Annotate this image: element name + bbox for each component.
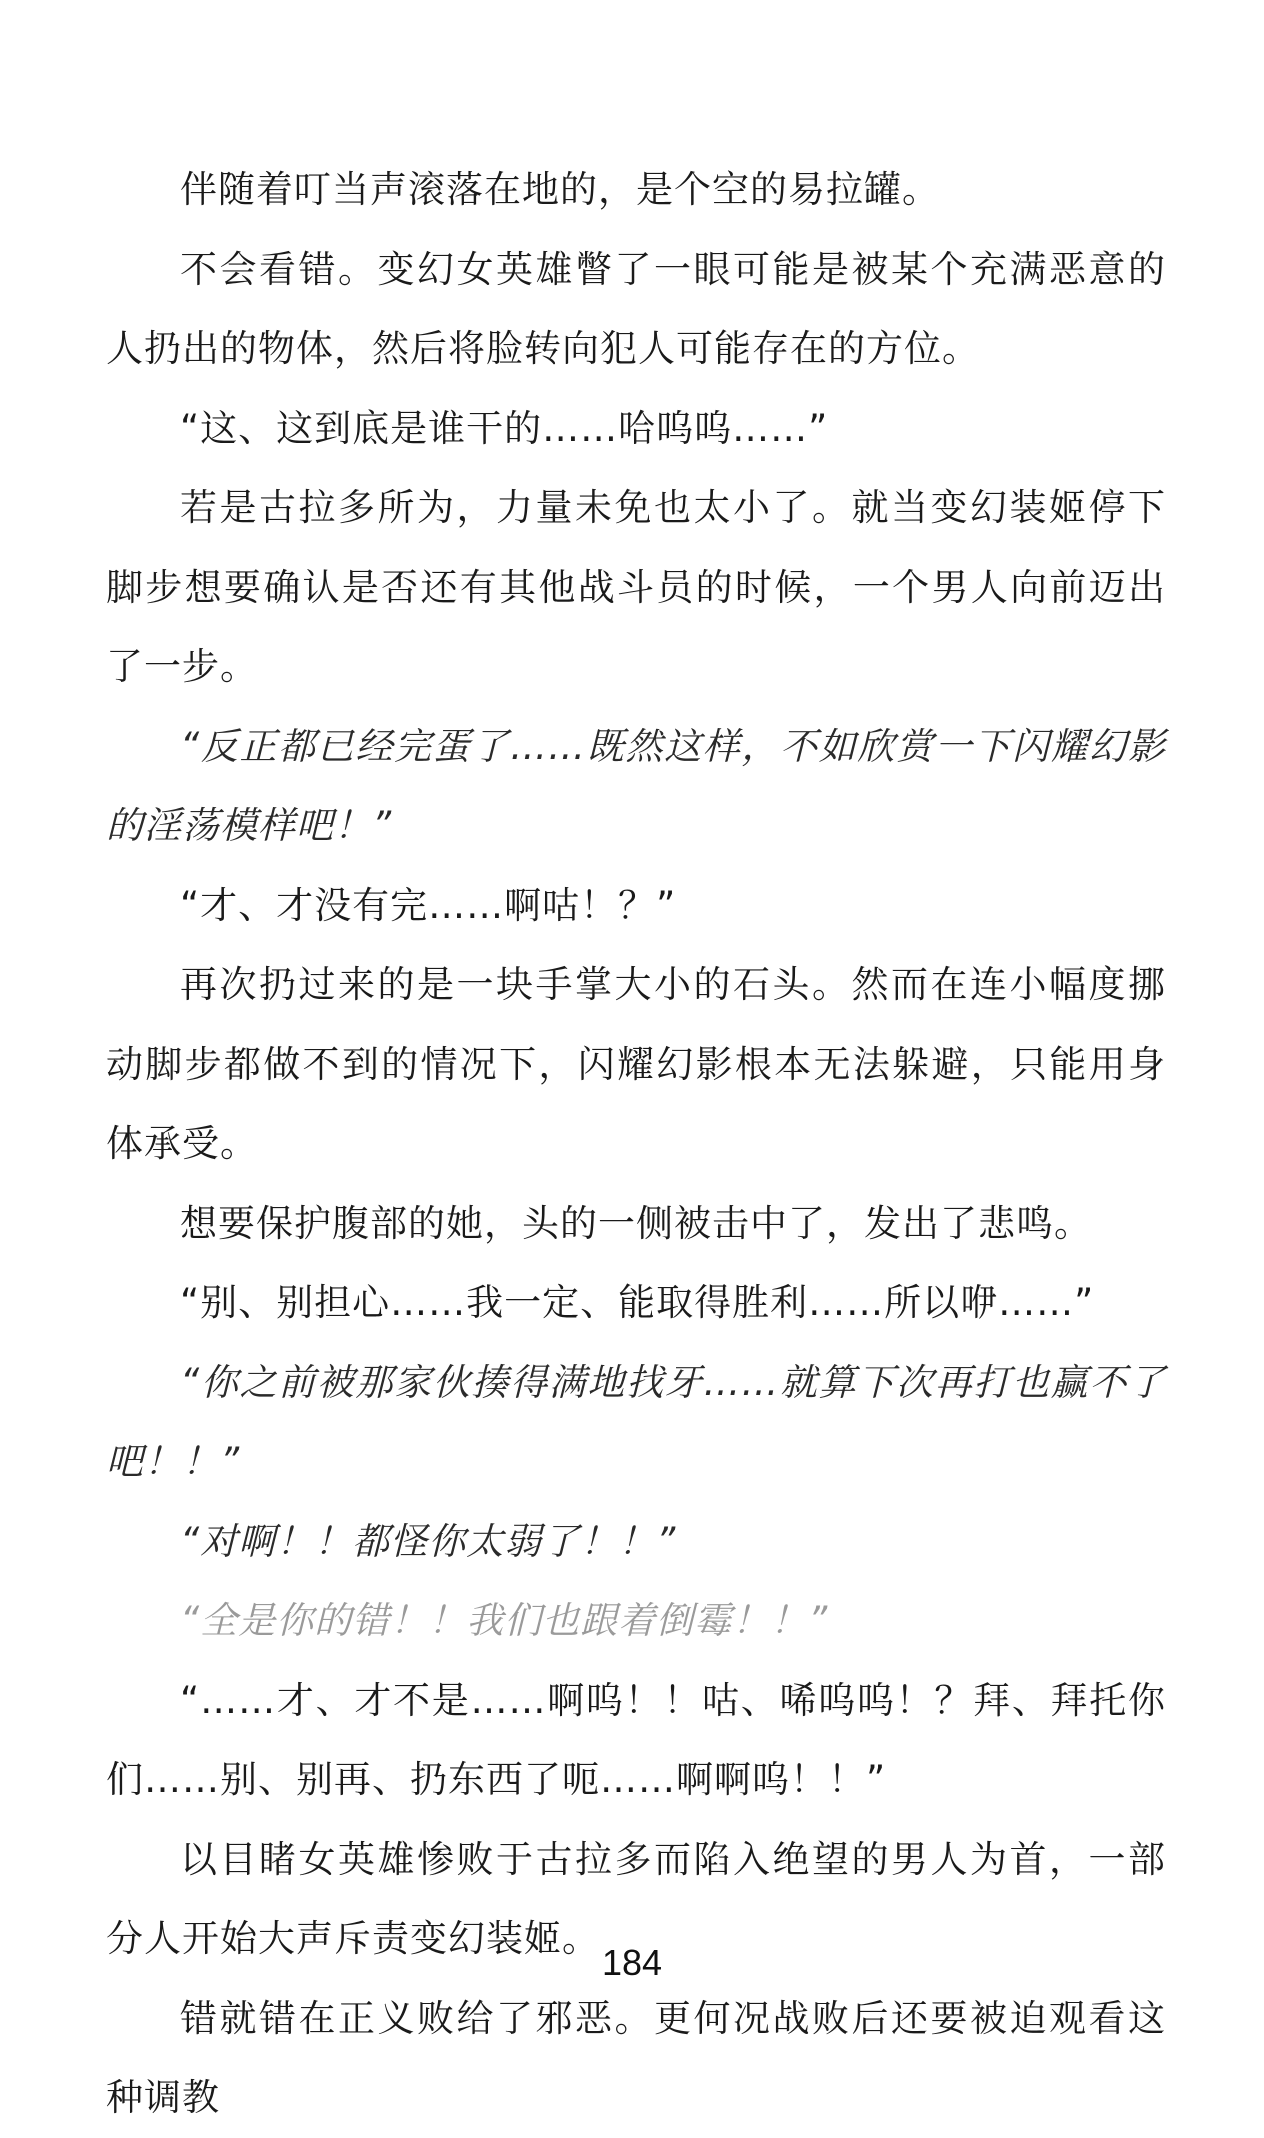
paragraph-italic: “反正都已经完蛋了……既然这样，不如欣赏一下闪耀幻影的淫荡模样吧！” (106, 724, 1166, 847)
paragraph: “才、才没有完……啊咕！？” (180, 883, 677, 927)
paragraph-gray: “全是你的错！！我们也跟着倒霉！！” (180, 1599, 829, 1642)
paragraph-italic: “你之前被那家伙揍得满地找牙……就算下次再打也赢不了吧！！” (106, 1360, 1166, 1483)
paragraph: 错就错在正义败给了邪恶。更何况战败后还要被迫观看这种调教 (106, 1996, 1166, 2119)
page-number: 184 (601, 1942, 663, 1983)
paragraph: 以目睹女英雄惨败于古拉多而陷入绝望的男人为首，一部分人开始大声斥责变幻装姬。 (106, 1837, 1166, 1960)
paragraph: “……才、才不是……啊呜！！咕、唏呜呜！？拜、拜托你们……别、别再、扔东西了呃……啊啊呜！！” (106, 1678, 1166, 1801)
paragraph: 想要保护腹部的她，头的一侧被击中了，发出了悲鸣。 (180, 1201, 1092, 1245)
body-text (106, 150, 1166, 2138)
paragraph: “别、别担心……我一定、能取得胜利……所以咿……” (180, 1281, 1095, 1324)
paragraph: 不会看错。变幻女英雄瞥了一眼可能是被某个充满恶意的人扔出的物体，然后将脸转向犯人可能存在的方位。 (106, 247, 1166, 370)
paragraph: “这、这到底是谁干的……哈呜呜……” (180, 406, 829, 450)
paragraph: 伴随着叮当声滚落在地的，是个空的易拉罐。 (180, 168, 940, 211)
paragraph: 再次扔过来的是一块手掌大小的石头。然而在连小幅度挪动脚步都做不到的情况下，闪耀幻影根本无法躲避，只能用身体承受。 (106, 963, 1166, 1165)
paragraph-italic: “对啊！！都怪你太弱了！！” (180, 1519, 677, 1563)
paragraph: 若是古拉多所为，力量未免也太小了。就当变幻装姬停下脚步想要确认是否还有其他战斗员的时候，一个男人向前迈出了一步。 (106, 486, 1166, 688)
